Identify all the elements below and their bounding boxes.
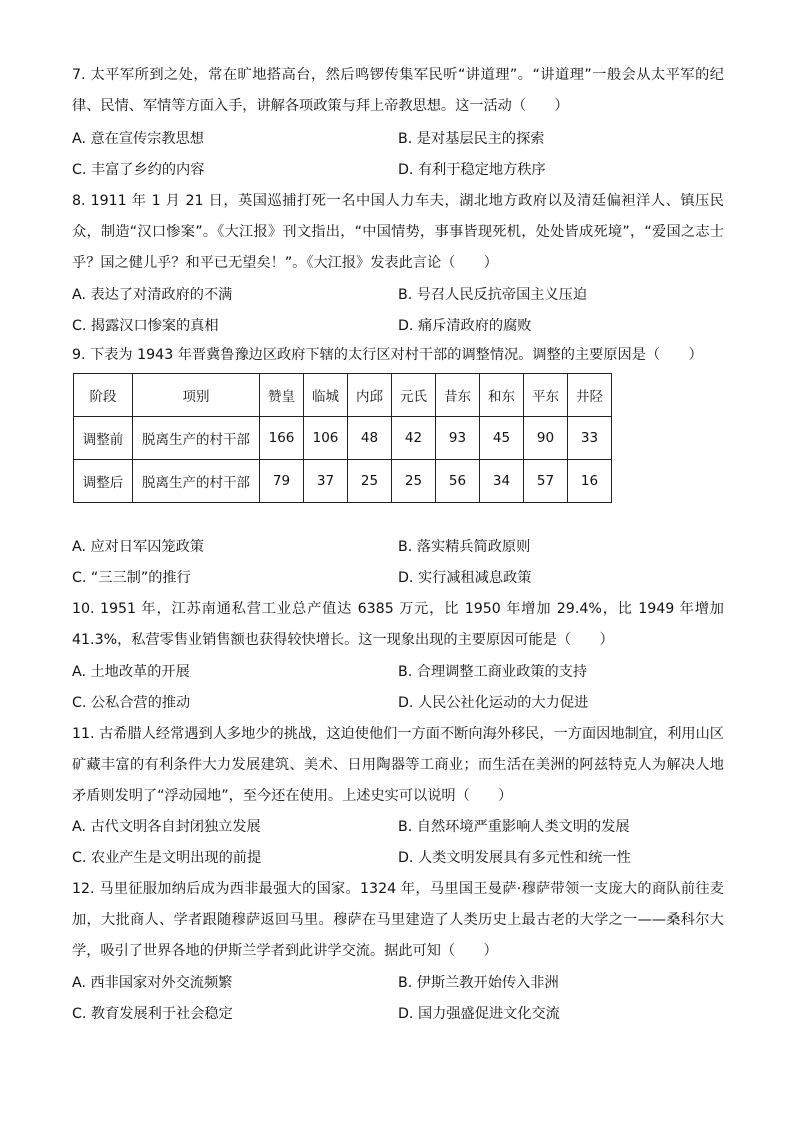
table-cell: 25 <box>348 460 392 503</box>
option-c[interactable]: C. 教育发展利于社会稳定 <box>72 1006 233 1022</box>
table-header-cell: 内邱 <box>348 374 392 417</box>
table-header-cell: 赞皇 <box>260 374 304 417</box>
table-header-cell: 和东 <box>480 374 524 417</box>
option-b[interactable]: B. 自然环境严重影响人类文明的发展 <box>398 819 630 835</box>
option-b[interactable]: B. 号召人民反抗帝国主义压迫 <box>398 287 588 303</box>
option-a[interactable]: A. 表达了对清政府的不满 <box>72 287 233 303</box>
table-cell: 调整前 <box>74 417 133 460</box>
table-cell: 90 <box>524 417 568 460</box>
option-d[interactable]: D. 有利于稳定地方秩序 <box>398 162 546 178</box>
option-c[interactable]: C. 农业产生是文明出现的前提 <box>72 850 262 866</box>
table-row <box>74 460 612 503</box>
table-cell: 调整后 <box>74 460 133 503</box>
table-cell: 57 <box>524 460 568 503</box>
table-cell: 42 <box>392 417 436 460</box>
table-row <box>74 417 612 460</box>
question-11-options <box>72 812 724 874</box>
table-cell: 37 <box>304 460 348 503</box>
option-d[interactable]: D. 国力强盛促进文化交流 <box>398 1006 560 1022</box>
option-a[interactable]: A. 意在宣传宗教思想 <box>72 131 204 147</box>
option-d[interactable]: D. 人民公社化运动的大力促进 <box>398 695 589 711</box>
option-c[interactable]: C. 丰富了乡约的内容 <box>72 162 205 178</box>
table-cell: 34 <box>480 460 524 503</box>
table-header-row <box>74 374 612 417</box>
table-header-cell: 临城 <box>304 374 348 417</box>
option-c[interactable]: C. 公私合营的推动 <box>72 695 191 711</box>
option-c[interactable]: C. 揭露汉口惨案的真相 <box>72 318 219 334</box>
option-d[interactable]: D. 人类文明发展具有多元性和统一性 <box>398 850 631 866</box>
table-cell: 16 <box>568 460 612 503</box>
table-cell: 106 <box>304 417 348 460</box>
question-7-options <box>72 124 724 186</box>
table-cell: 93 <box>436 417 480 460</box>
option-a[interactable]: A. 土地改革的开展 <box>72 664 190 680</box>
table-cell: 45 <box>480 417 524 460</box>
question-10-options <box>72 657 724 719</box>
village-cadre-table <box>73 373 612 503</box>
question-8-stem: 8. 1911 年 1 月 21 日，英国巡捕打死一名中国人力车夫，湖北地方政府以及清廷偏袒洋人、镇压民众，制造“汉口惨案”。《大江报》刊文指出，“中国情势，事事皆现死机，处处皆成死境”，“爱国之志士乎？国之健儿乎？和平已无望矣！”。《大江报》发表此言论（ ） <box>72 193 724 271</box>
option-b[interactable]: B. 合理调整工商业政策的支持 <box>398 664 588 680</box>
table-cell: 33 <box>568 417 612 460</box>
table-cell: 48 <box>348 417 392 460</box>
table-header-cell: 项别 <box>133 374 260 417</box>
question-7-stem: 7. 太平军所到之处，常在旷地搭高台，然后鸣锣传集军民听“讲道理”。“讲道理”一般会从太平军的纪律、民情、军情等方面入手，讲解各项政策与拜上帝教思想。这一活动（ ） <box>72 67 724 114</box>
option-b[interactable]: B. 是对基层民主的探索 <box>398 131 545 147</box>
table-cell: 56 <box>436 460 480 503</box>
table-cell: 79 <box>260 460 304 503</box>
question-9-options <box>72 532 724 594</box>
table-header-cell: 井陉 <box>568 374 612 417</box>
option-c[interactable]: C. “三三制”的推行 <box>72 570 191 586</box>
table-cell: 脱离生产的村干部 <box>133 417 260 460</box>
option-a[interactable]: A. 西非国家对外交流频繁 <box>72 975 233 991</box>
table-cell: 166 <box>260 417 304 460</box>
question-10-stem: 10. 1951 年，江苏南通私营工业总产值达 6385 万元，比 1950 年增加 29.4%，比 1949 年增加 41.3%，私营零售业销售额也获得较快增长。这一现象出现的主要原因可能是（ ） <box>72 601 724 648</box>
table-header-cell: 昔东 <box>436 374 480 417</box>
table-header-cell: 平东 <box>524 374 568 417</box>
question-12-options <box>72 968 724 1030</box>
table-header-cell: 阶段 <box>74 374 133 417</box>
table-header-cell: 元氏 <box>392 374 436 417</box>
option-d[interactable]: D. 实行减租减息政策 <box>398 570 532 586</box>
question-9-stem: 9. 下表为 1943 年晋冀鲁豫边区政府下辖的太行区对村干部的调整情况。调整的主要原因是（ ） <box>72 347 703 363</box>
option-b[interactable]: B. 落实精兵简政原则 <box>398 539 531 555</box>
option-a[interactable]: A. 应对日军囚笼政策 <box>72 539 204 555</box>
question-8-options <box>72 280 724 342</box>
question-11-stem: 11. 古希腊人经常遇到人多地少的挑战，这迫使他们一方面不断向海外移民，一方面因地制宜，利用山区矿藏丰富的有利条件大力发展建筑、美术、日用陶器等工商业；而生活在美洲的阿兹特克人为解决人地矛盾则发明了“浮动园地”，至今还在使用。上述史实可以说明（ ） <box>72 726 724 804</box>
option-a[interactable]: A. 古代文明各自封闭独立发展 <box>72 819 261 835</box>
option-d[interactable]: D. 痛斥清政府的腐败 <box>398 318 532 334</box>
table-cell: 25 <box>392 460 436 503</box>
table-cell: 脱离生产的村干部 <box>133 460 260 503</box>
option-b[interactable]: B. 伊斯兰教开始传入非洲 <box>398 975 559 991</box>
question-12-stem: 12. 马里征服加纳后成为西非最强大的国家。1324 年，马里国王曼萨·穆萨带领一支庞大的商队前往麦加，大批商人、学者跟随穆萨返回马里。穆萨在马里建造了人类历史上最古老的大学之一——桑科尔大学，吸引了世界各地的伊斯兰学者到此讲学交流。据此可知（ ） <box>72 881 724 959</box>
